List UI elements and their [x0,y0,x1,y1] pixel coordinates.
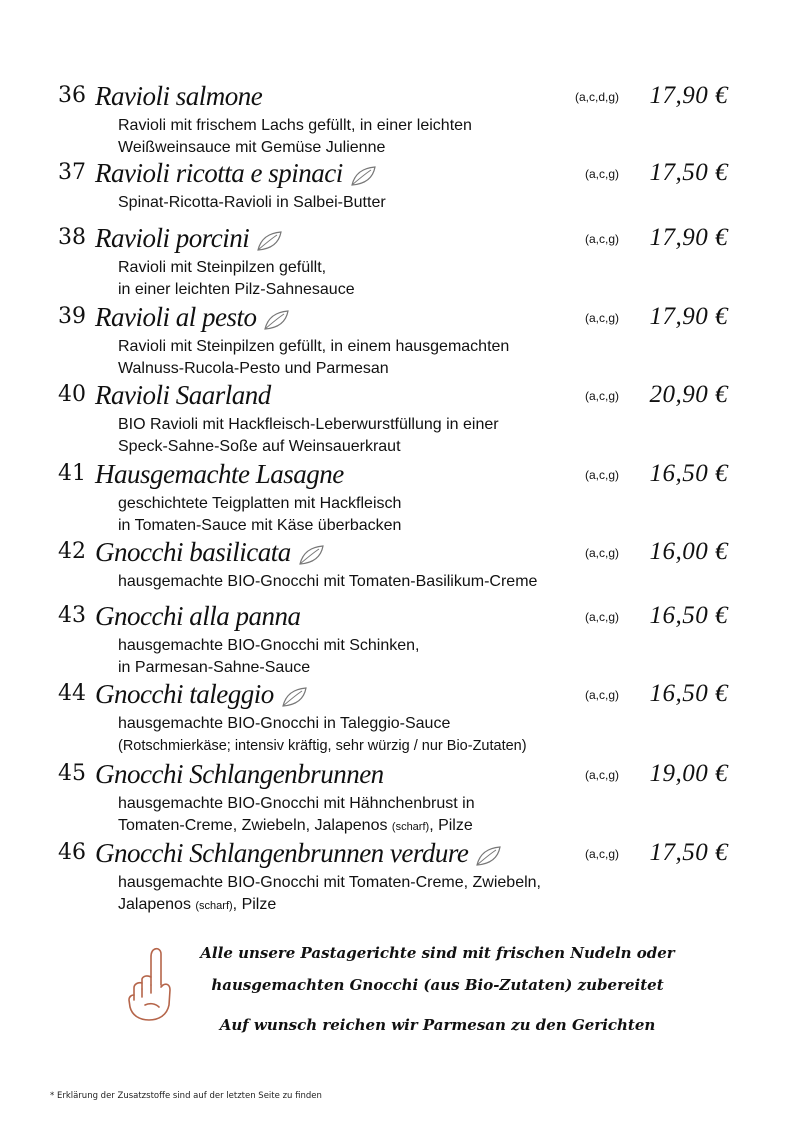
description-line: Ravioli mit frischem Lachs gefüllt, in einer leichten [118,117,472,134]
item-number: 40 [58,382,86,407]
description-line: Ravioli mit Steinpilzen gefüllt, [118,259,327,276]
item-description [118,872,638,917]
description-line: Speck-Sahne-Soße auf Weinsauerkraut [118,438,401,455]
item-name: Gnocchi taleggio [95,679,308,709]
item-allergens: (a,c,g) [584,468,619,482]
leaf-icon [255,230,283,252]
description-line: hausgemachte BIO-Gnocchi mit Schinken, [118,637,420,654]
item-allergens: (a,c,g) [584,847,619,861]
item-description [118,115,638,159]
item-number: 37 [58,160,86,185]
spicy-note: (scharf) [391,821,430,833]
item-description [118,192,638,214]
item-allergens: (a,c,g) [584,311,619,325]
description-line: in einer leichten Pilz-Sahnesauce [118,281,355,298]
item-allergens: (a,c,g) [584,232,619,246]
item-allergens: (a,c,g) [584,167,619,181]
item-number: 36 [58,83,86,108]
pasta-notes [200,944,675,1034]
item-allergens: (a,c,d,g) [574,90,619,104]
item-price: 16,50 € [649,680,728,707]
item-name: Gnocchi Schlangenbrunnen verdure [95,838,502,868]
note-line: Alle unsere Pastagerichte sind mit frischen Nudeln oder [200,944,675,962]
spicy-note: (scharf) [195,900,233,912]
leaf-icon [262,309,290,331]
item-number: 44 [58,681,86,706]
description-line: geschichtete Teigplatten mit Hackfleisch [118,495,402,512]
item-description [118,257,638,301]
item-allergens: (a,c,g) [584,610,619,624]
item-name: Ravioli ricotta e spinaci [95,158,377,188]
description-line: hausgemachte BIO-Gnocchi mit Hähnchenbrust in [118,795,475,812]
description-line: BIO Ravioli mit Hackfleisch-Leberwurstfüllung in einer [118,416,499,433]
item-name: Ravioli al pesto [95,302,290,332]
item-number: 38 [58,225,86,250]
item-price: 19,00 € [649,760,728,787]
item-allergens: (a,c,g) [584,688,619,702]
item-price: 20,90 € [649,381,728,408]
pointing-hand-icon [125,945,175,1023]
description-line: (Rotschmierkäse; intensiv kräftig, sehr würzig / nur Bio-Zutaten) [118,738,527,754]
description-line: hausgemachte BIO-Gnocchi mit Tomaten-Basilikum-Creme [118,573,538,590]
item-price: 17,90 € [649,224,728,251]
item-allergens: (a,c,g) [584,768,619,782]
description-line: in Parmesan-Sahne-Sauce [118,659,311,676]
item-description [118,793,638,838]
item-name: Ravioli porcini [95,223,283,253]
item-name: Gnocchi alla panna [95,601,301,631]
item-allergens: (a,c,g) [584,389,619,403]
item-price: 16,50 € [649,460,728,487]
description-line: Spinat-Ricotta-Ravioli in Salbei-Butter [118,194,386,211]
item-name: Gnocchi Schlangenbrunnen [95,759,384,789]
note-line: Auf wunsch reichen wir Parmesan zu den Gerichten [219,1016,656,1034]
item-number: 41 [58,461,86,486]
item-number: 42 [58,539,86,564]
item-number: 45 [58,761,86,786]
item-name: Ravioli salmone [95,81,263,111]
item-description [118,414,638,458]
item-price: 17,90 € [649,303,728,330]
item-name: Hausgemachte Lasagne [95,459,344,489]
item-name: Ravioli Saarland [95,380,271,410]
description-line: Jalapenos (scharf), Pilze [118,896,277,913]
description-line: Tomaten-Creme, Zwiebeln, Jalapenos (scharf), Pilze [118,817,473,834]
item-description [118,635,638,679]
description-line: hausgemachte BIO-Gnocchi mit Tomaten-Creme, Zwiebeln, [118,874,541,891]
item-description [118,713,638,757]
description-line: Walnuss-Rucola-Pesto und Parmesan [118,360,389,377]
description-line: Weißweinsauce mit Gemüse Julienne [118,139,386,156]
item-price: 16,00 € [649,538,728,565]
item-description [118,336,638,380]
item-price: 17,50 € [649,839,728,866]
item-price: 16,50 € [649,602,728,629]
description-line: Ravioli mit Steinpilzen gefüllt, in einem hausgemachten [118,338,510,355]
note-line: hausgemachten Gnocchi (aus Bio-Zutaten) zubereitet [211,976,664,994]
item-description [118,571,638,593]
leaf-icon [474,845,502,867]
item-number: 46 [58,840,86,865]
item-description [118,493,638,537]
leaf-icon [280,686,308,708]
item-allergens: (a,c,g) [584,546,619,560]
item-price: 17,90 € [649,82,728,109]
item-price: 17,50 € [649,159,728,186]
description-line: in Tomaten-Sauce mit Käse überbacken [118,517,402,534]
description-line: hausgemachte BIO-Gnocchi in Taleggio-Sauce [118,715,451,732]
leaf-icon [297,544,325,566]
footnote: * Erklärung der Zusatzstoffe sind auf der letzten Seite zu finden [50,1091,322,1101]
item-number: 43 [58,603,86,628]
item-number: 39 [58,304,86,329]
leaf-icon [349,165,377,187]
item-name: Gnocchi basilicata [95,537,325,567]
